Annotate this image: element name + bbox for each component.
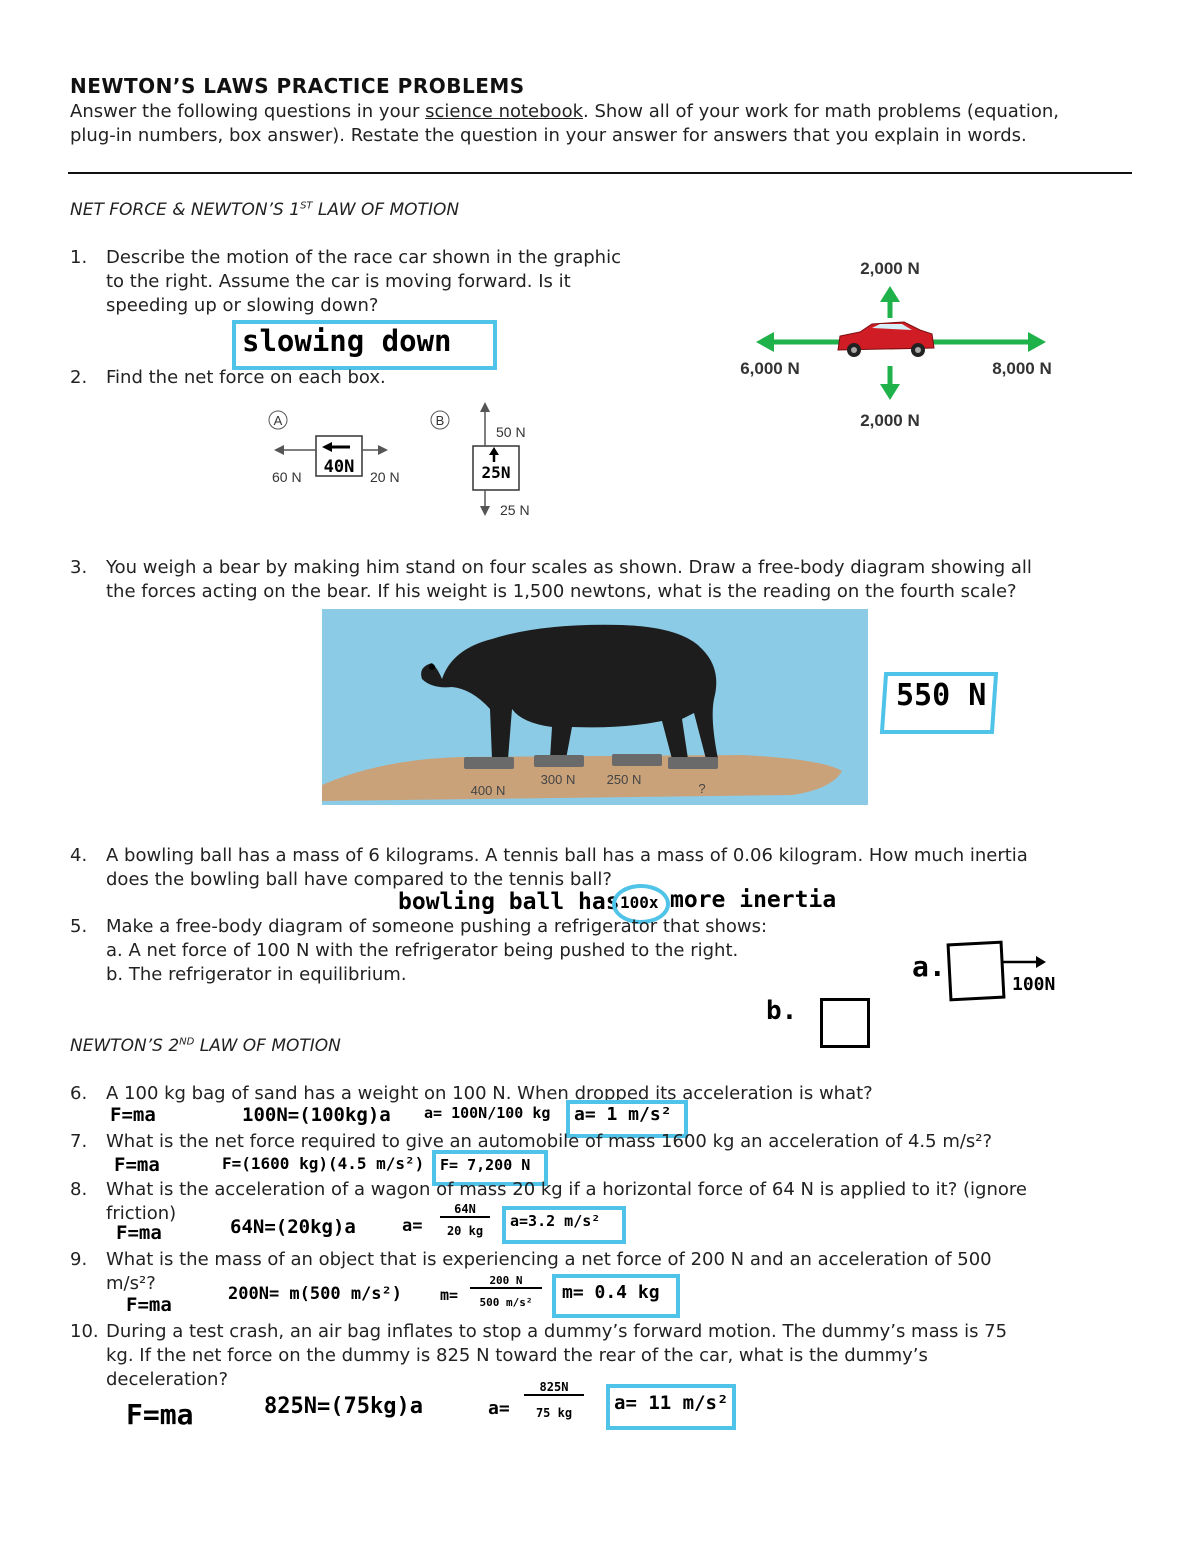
q3-line1: You weigh a bear by making him stand on four scales as shown. Draw a free-body diagram showing all bbox=[106, 557, 1032, 578]
section2-sup: ND bbox=[179, 1036, 195, 1048]
q10-answer: a= 11 m/s² bbox=[614, 1392, 729, 1414]
q3-line2: the forces acting on the bear. If his weight is 1,500 newtons, what is the reading on the fourth scale? bbox=[106, 581, 1017, 602]
q7-answer: F= 7,200 N bbox=[440, 1156, 531, 1174]
instructions bbox=[70, 100, 1110, 148]
arrow-down-icon bbox=[880, 366, 900, 400]
box-a-right-force: 20 N bbox=[370, 469, 400, 485]
q5-label-a: a. bbox=[912, 950, 946, 983]
instructions-part1: Answer the following questions in your bbox=[70, 101, 426, 122]
instructions-part2: . Show all of your work for math problems (equation, plug-in numbers, box answer). Restate the question in your answer for answers that you explain in words. bbox=[70, 101, 1060, 146]
q9-work-3-label: m= bbox=[440, 1286, 459, 1304]
q10-number: 10. bbox=[70, 1321, 99, 1342]
q6-number: 6. bbox=[70, 1083, 88, 1104]
q5-line1: Make a free-body diagram of someone pushing a refrigerator that shows: bbox=[106, 916, 768, 937]
q4-answer-part-c: more inertia bbox=[670, 887, 837, 913]
box-a-label: A bbox=[273, 413, 283, 428]
car-force-left-label: 6,000 N bbox=[740, 359, 800, 378]
q8-work-3-denominator: 20 kg bbox=[446, 1224, 484, 1238]
car-force-up-label: 2,000 N bbox=[860, 259, 920, 278]
q8-number: 8. bbox=[70, 1179, 88, 1200]
boxes-force-diagram bbox=[260, 400, 560, 525]
box-a-diagram bbox=[269, 411, 400, 485]
q5-label-b: b. bbox=[766, 996, 798, 1026]
section-heading-first-law bbox=[70, 200, 459, 220]
scale-1-reading: 400 N bbox=[470, 783, 506, 798]
q3-number: 3. bbox=[70, 557, 88, 578]
q8-work-2: 64N=(20kg)a bbox=[230, 1216, 356, 1238]
q4-number: 4. bbox=[70, 845, 88, 866]
section1-text: NET FORCE & NEWTON’S 1 bbox=[70, 200, 301, 220]
scale-3-reading: 250 N bbox=[606, 772, 642, 787]
instructions-link: science notebook bbox=[425, 101, 584, 122]
q9-line2: m/s²? bbox=[106, 1273, 156, 1294]
arrow-right-icon bbox=[932, 332, 1046, 352]
q1-number: 1. bbox=[70, 247, 88, 268]
q5-line3: b. The refrigerator in equilibrium. bbox=[106, 964, 407, 985]
scale-4-reading: ? bbox=[698, 781, 706, 796]
q10-line1: During a test crash, an air bag inflates to stop a dummy’s forward motion. The dummy’s mass is 75 bbox=[106, 1321, 1008, 1342]
q7-text: What is the net force required to give an automobile of mass 1600 kg an acceleration of 4.5 m/s²? bbox=[106, 1131, 993, 1152]
q5-line2: a. A net force of 100 N with the refrigerator being pushed to the right. bbox=[106, 940, 739, 961]
box-b-diagram bbox=[431, 402, 530, 518]
q5-fbd-box-b bbox=[820, 998, 870, 1048]
box-b-net-force: 25N bbox=[481, 463, 511, 482]
q5-number: 5. bbox=[70, 916, 88, 937]
car-force-right-label: 8,000 N bbox=[992, 359, 1052, 378]
section1-rest: LAW OF MOTION bbox=[312, 200, 460, 220]
q8-work-1: F=ma bbox=[116, 1222, 162, 1244]
scale-1 bbox=[464, 757, 514, 769]
q8-work-3-numerator: 64N bbox=[440, 1202, 490, 1218]
scale-4 bbox=[668, 757, 718, 769]
arrow-left-icon bbox=[756, 332, 840, 352]
arrow-up-icon bbox=[880, 286, 900, 318]
q10-line3: deceleration? bbox=[106, 1369, 229, 1390]
race-car-icon bbox=[838, 322, 934, 357]
box-b-down-force: 25 N bbox=[500, 502, 530, 518]
q4-line1: A bowling ball has a mass of 6 kilograms. A tennis ball has a mass of 0.06 kilogram. How much inertia bbox=[106, 845, 1028, 866]
q9-work-3-denominator: 500 m/s² bbox=[479, 1296, 533, 1309]
q2-number: 2. bbox=[70, 367, 88, 388]
scale-3 bbox=[612, 754, 662, 766]
q2-text: Find the net force on each box. bbox=[106, 367, 386, 388]
q4-answer-part-a: bowling ball has bbox=[398, 889, 620, 915]
q7-work-2: F=(1600 kg)(4.5 m/s²) bbox=[222, 1154, 425, 1173]
q9-number: 9. bbox=[70, 1249, 88, 1270]
q4-line2: does the bowling ball have compared to the tennis ball? bbox=[106, 869, 612, 890]
q10-work-3-denominator: 75 kg bbox=[535, 1406, 573, 1420]
q9-work-3-numerator: 200 N bbox=[470, 1274, 542, 1289]
q8-work-3-label: a= bbox=[402, 1216, 423, 1236]
header-divider bbox=[68, 172, 1132, 174]
q10-work-2: 825N=(75kg)a bbox=[264, 1394, 423, 1419]
car-force-down-label: 2,000 N bbox=[860, 411, 920, 430]
q6-work-3: a= 100N/100 kg bbox=[424, 1104, 551, 1122]
q6-answer: a= 1 m/s² bbox=[574, 1104, 672, 1125]
q1-line1: Describe the motion of the race car shown in the graphic bbox=[106, 247, 621, 268]
box-a-net-force: 40N bbox=[323, 457, 355, 477]
section-heading-second-law bbox=[70, 1036, 341, 1056]
q9-work-1: F=ma bbox=[126, 1294, 172, 1316]
car-force-diagram bbox=[720, 250, 1080, 440]
q5-force-arrow-icon bbox=[1000, 950, 1050, 970]
q8-line1: What is the acceleration of a wagon of mass 20 kg if a horizontal force of 64 N is applied to it? (ignore bbox=[106, 1179, 1027, 1200]
q9-work-2: 200N= m(500 m/s²) bbox=[228, 1284, 402, 1304]
q1-line3: speeding up or slowing down? bbox=[106, 295, 379, 316]
scale-2 bbox=[534, 755, 584, 767]
box-b-label: B bbox=[435, 413, 445, 428]
q9-line1: What is the mass of an object that is experiencing a net force of 200 N and an acceleration of 500 bbox=[106, 1249, 992, 1270]
q1-line2: to the right. Assume the car is moving forward. Is it bbox=[106, 271, 571, 292]
bear-on-scales-picture bbox=[322, 609, 868, 805]
q9-answer: m= 0.4 kg bbox=[562, 1282, 660, 1303]
q5-fbd-box-a bbox=[947, 941, 1006, 1002]
q10-work-1: F=ma bbox=[126, 1398, 194, 1431]
section2-rest: LAW OF MOTION bbox=[194, 1036, 341, 1056]
q6-text: A 100 kg bag of sand has a weight on 100 N. When dropped its acceleration is what? bbox=[106, 1083, 873, 1104]
q10-work-3-numerator: 825N bbox=[524, 1380, 584, 1396]
q1-answer: slowing down bbox=[242, 324, 452, 358]
q7-work-1: F=ma bbox=[114, 1154, 160, 1176]
page-title: NEWTON’S LAWS PRACTICE PROBLEMS bbox=[70, 74, 525, 98]
q8-answer: a=3.2 m/s² bbox=[510, 1212, 601, 1230]
q3-answer: 550 N bbox=[896, 678, 987, 713]
scale-2-reading: 300 N bbox=[540, 772, 576, 787]
q4-answer-part-b: 100x bbox=[620, 893, 659, 912]
section2-text: NEWTON’S 2 bbox=[70, 1036, 180, 1056]
q8-line2: friction) bbox=[106, 1203, 177, 1224]
q5-force-label: 100N bbox=[1012, 974, 1056, 995]
q10-line2: kg. If the net force on the dummy is 825 N toward the rear of the car, what is the dummy’s bbox=[106, 1345, 928, 1366]
q6-work-1: F=ma bbox=[110, 1104, 156, 1126]
box-b-up-force: 50 N bbox=[496, 424, 526, 440]
q6-work-2: 100N=(100kg)a bbox=[242, 1104, 391, 1126]
section1-sup: ST bbox=[300, 200, 313, 212]
box-a-left-force: 60 N bbox=[272, 469, 302, 485]
q10-work-3-label: a= bbox=[488, 1398, 510, 1419]
q7-number: 7. bbox=[70, 1131, 88, 1152]
